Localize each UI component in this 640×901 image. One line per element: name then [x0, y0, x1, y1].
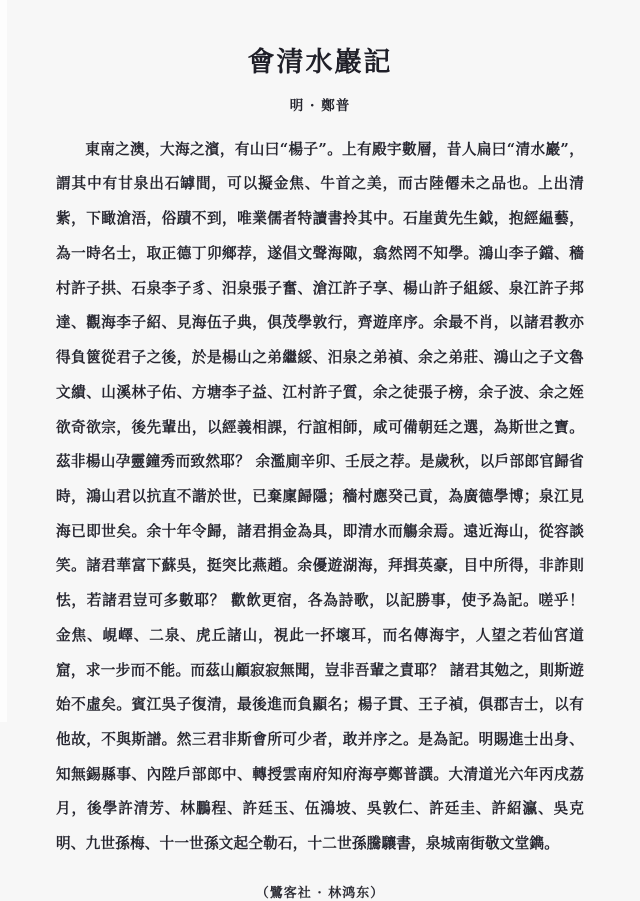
document-byline: 明 · 鄭普 [289, 97, 351, 114]
document-attribution: （鷺客社 · 林鸿东） [255, 885, 385, 901]
page-title: 會清水巖記 [247, 47, 393, 78]
document-body: 東南之澳，大海之濱，有山曰“楊子”。上有殿宇數層，昔人扁曰“清水巖”，謂其中有甘泉出石罅間，可以擬金焦、牛首之美，而古陸僊未之品也。上出清紫，下瞰滄浯，俗蹟不到，唯業儒者特讀書拎其中。石崖黄先生鉞，抱經緼藝，為一時名士，取正德丁卯鄉荐，遂倡文聲海陬，翕然罔不知學。鴻山李子鐺、穡村許子拱、石泉李子豸、汨泉張子奮、滄江許子享、楊山許子組綏、泉江許子邦達、觀海李子紹、見海伍子典，俱茂學敦行，齊遊庠序。余最不肖，以諸君教亦得負篋從君子之後，於是楊山之弟繼綏、汨泉之弟禎、余之弟莊、鴻山之子文魯文繢、山溪林子佑、方塘李子益、江村許子質，余之徒張子榜，余子波、余之姪欲奇欲宗，後先輩出，以經義相課，行誼相師，咸可備朝廷之選，為斯世之寶。茲非楊山孕靈鐘秀而致然耶？ 余濫廁辛卯、壬辰之荐。是歲秋，以戶部郎官歸省時，鴻山君以抗直不諧於世，已棄廩歸隱；穡村應癸己貢，為廣德學博；泉江見海已即世矣。余十年令歸，諸君捐金為具，即清水而觴余焉。遠近海山，從容談笑。諸君華富下蘇吳，挺突比燕趙。余優遊湖海，拜揖英豪，目中所得，非詐則怯，若諸君豈可多數耶？ 歡飲更宿，各為詩歌，以記勝事，使予為記。嗟乎！ 金焦、峴嶧、二泉、虎丘諸山，視此一抔壞耳，而名傳海宇，人望之若仙宮道窟，求一步而不能。而茲山顧寂寂無聞，豈非吾輩之責耶？ 諸君其勉之，則斯遊始不虛矣。賓江吳子復清，最後進而負顯名；楊子貫、王子禎，俱郡吉士，以有他故，不與斯譜。然三君非斯會所可少者，敢并序之。是為記。明賜進士出身、知無錫縣事、內陞戶部郎中、轉授雲南府知府海亭鄭普譔。大清道光六年丙戌荔月，後學許清芳、林鵬程、許廷玉、伍鴻坡、吳敦仁、許廷圭、許紹瀛、吳克明、九世孫梅、十一世孫文起仝勒石，十二世孫騰驤書，泉城南街敬文堂鐫。 [56, 140, 584, 853]
